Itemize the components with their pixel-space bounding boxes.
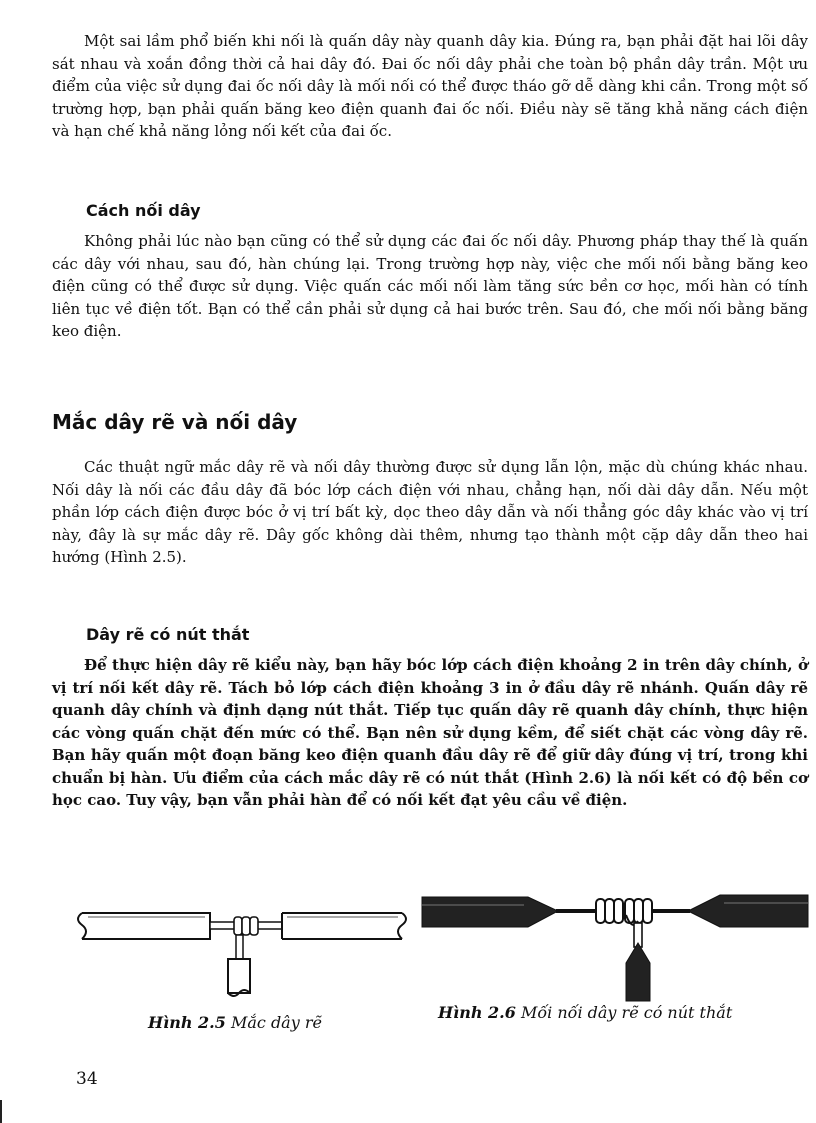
section3-paragraph: Để thực hiện dây rẽ kiểu này, bạn hãy bóc lớp cách điện khoảng 2 in trên dây chính, ở vị trí nối kết dây rẽ. Tách bỏ lớp cách điện khoảng 3 in ở đầu dây rẽ nhánh. Quấn dây rẽ quanh dây chính và định dạng nút thắt. Tiếp tục quấn dây rẽ quanh dây chính, thực hiện các vòng quấn chặt đến mức có thể. Bạn nên sử dụng kềm, để siết chặt các vòng dây rẽ. Bạn hãy quấn một đoạn băng keo điện quanh đầu dây rẽ để giữ dây đúng vị trí, trong khi chuẩn bị hàn. Ưu điểm của cách mắc dây rẽ có nút thắt (Hình 2.6) là nối kết có độ bền cơ học cao. Tuy vậy, bạn vẫn phải hàn để có nối kết đạt yêu cầu về điện. xyxy=(52,656,808,809)
figure-2-5-caption xyxy=(148,1013,322,1032)
section2-paragraph: Các thuật ngữ mắc dây rẽ và nối dây thường được sử dụng lẫn lộn, mặc dù chúng khác nhau. Nối dây là nối các đầu dây đã bóc lớp cách điện với nhau, chẳng hạn, nối dài dây dẫn. Nếu một phần lớp cách điện được bóc ở vị trí bất kỳ, dọc theo dây dẫn và nối thẳng góc dây khác vào vị trí này, đây là sự mắc dây rẽ. Dây gốc không dài thêm, nhưng tạo thành một cặp dây dẫn theo hai hướng (Hình 2.5). xyxy=(52,458,808,566)
heading-mac-day-re: Mắc dây rẽ và nối dây xyxy=(52,410,298,434)
intro-block xyxy=(52,30,808,143)
figure-2-6-label: Hình 2.6 xyxy=(438,1003,516,1022)
page-number: 34 xyxy=(76,1069,98,1089)
figure-2-6-caption-text: Mối nối dây rẽ có nút thắt xyxy=(520,1003,733,1022)
scan-edge-mark xyxy=(0,1100,2,1123)
section1-paragraph: Không phải lúc nào bạn cũng có thể sử dụng các đai ốc nối dây. Phương pháp thay thế là quấn các dây với nhau, sau đó, hàn chúng lại. Trong trường hợp này, việc che mối nối bằng băng keo điện cũng có thể được sử dụng. Việc quấn các mối nối làm tăng sức bền cơ học, mối hàn có tính liên tục về điện tốt. Bạn có thể cần phải sử dụng cả hai bước trên. Sau đó, che mối nối bằng băng keo điện. xyxy=(52,232,808,340)
figure-2-5-illustration xyxy=(70,905,420,1005)
figure-2-6-illustration xyxy=(420,885,810,1003)
section3-block xyxy=(52,654,808,812)
section2-block xyxy=(52,456,808,569)
figure-2-6-caption xyxy=(438,1003,732,1022)
heading-day-re-nut-that: Dây rẽ có nút thắt xyxy=(86,625,250,644)
figure-2-5-label: Hình 2.5 xyxy=(148,1013,226,1032)
figure-2-5-caption-text: Mắc dây rẽ xyxy=(230,1013,322,1032)
intro-paragraph: Một sai lầm phổ biến khi nối là quấn dây này quanh dây kia. Đúng ra, bạn phải đặt hai lõi dây sát nhau và xoắn đồng thời cả hai dây đó. Đai ốc nối dây phải che toàn bộ phần dây trần. Một ưu điểm của việc sử dụng đai ốc nối dây là mối nối có thể được tháo gỡ dễ dàng khi cần. Trong một số trường hợp, bạn phải quấn băng keo điện quanh đai ốc nối. Điều này sẽ tăng khả năng cách điện và hạn chế khả năng lỏng nối kết của đai ốc. xyxy=(52,32,808,140)
heading-cach-noi-day: Cách nối dây xyxy=(86,201,201,220)
section1-block xyxy=(52,230,808,343)
